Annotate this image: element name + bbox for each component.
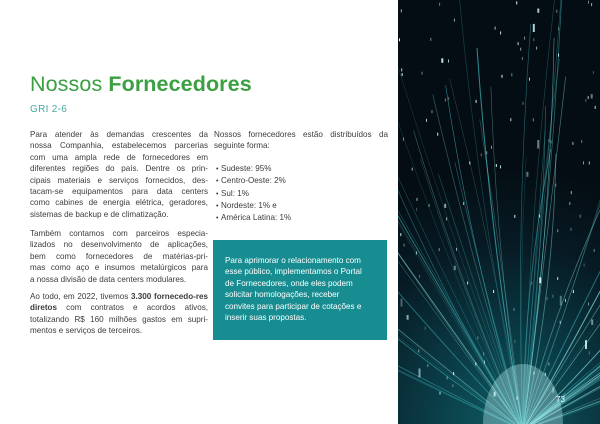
digit-glyph [454,266,456,271]
digit-glyph [476,100,477,103]
digit-glyph [441,58,443,63]
digit-glyph [516,1,517,4]
digit-glyph [537,140,539,149]
distribution-list [222,163,291,224]
digit-glyph [444,204,446,208]
text-line: a nossa divisão de data centers modulares. [30,274,187,284]
distribution-intro [214,129,388,152]
digit-glyph [588,96,589,99]
digit-glyph [484,361,485,364]
digit-glyph [581,140,582,143]
digit-glyph [491,146,492,149]
digit-glyph [493,290,494,293]
digit-glyph [560,296,562,306]
text-line: com uma ampla rede de fornecedores em [30,152,208,162]
digit-glyph [539,215,540,218]
digit-glyph [529,78,530,81]
digit-glyph [419,369,421,378]
list-item: • Nordeste: 1% e [222,200,291,212]
digit-glyph [536,47,537,50]
callout-line: Para aprimorar o relacionamento com [225,256,361,265]
text-line: lizados no desenvolvimento de aplicações, [30,240,208,250]
digit-glyph [417,198,418,201]
digit-glyph [445,99,446,102]
digit-glyph [402,73,403,76]
digit-glyph [552,295,553,298]
digit-glyph [585,99,586,102]
digit-glyph [588,1,589,4]
digit-glyph [429,204,430,207]
digit-glyph [412,168,413,171]
text-line: Nossos fornecedores estão distribuídos da [214,130,388,139]
text-line: seguinte forma: [214,141,270,151]
paragraph-partners [30,228,208,285]
page-title [30,72,252,97]
digit-glyph [426,119,427,122]
text-line: bem como fornecedores de matérias-pri- [30,251,208,261]
callout-line: inserir suas propostas. [225,313,307,323]
totals-suffix: com contratos e acordos ativos, totalizando R$ 160 milhões gastos em supri-mentos e serviços de terceiros. [30,303,208,336]
digit-glyph [418,350,419,353]
text-line: tacam-se equipamentos para data centers [30,187,208,197]
digit-glyph [511,73,512,76]
digit-glyph [556,10,557,13]
digit-glyph [591,94,593,98]
digit-glyph [404,244,405,247]
digit-glyph [403,138,404,141]
callout-line: convites para participar de cotações e [225,301,362,311]
page-number: 73 [556,395,565,404]
digit-glyph [454,19,455,22]
list-item: • Sul: 1% [222,188,291,200]
totals-prefix: Ao todo, em 2022, tivemos [30,292,132,301]
digit-glyph [557,277,558,280]
digit-glyph [496,164,497,167]
digit-glyph [547,297,548,300]
text-line: diferentes regiões do país. Dentre os prin- [30,164,208,174]
digit-glyph [522,57,523,60]
digit-glyph [558,27,559,30]
digit-glyph [589,352,590,355]
digit-glyph [400,233,401,236]
data-stream-image [398,0,600,424]
digit-glyph [558,54,559,57]
digit-glyph [452,384,453,387]
digit-glyph [502,75,503,78]
gri-code: GRI 2-6 [30,104,68,115]
digit-glyph [416,208,417,211]
digit-glyph [593,71,594,74]
digit-glyph [416,251,417,254]
digit-glyph [448,97,449,100]
light-stream [398,64,523,424]
text-line: cipais materiais e serviços fornecidos, des- [30,175,208,185]
digit-glyph [580,215,581,218]
digit-glyph [591,3,592,6]
digit-glyph [475,362,476,365]
digit-glyph [447,376,448,379]
digit-glyph [422,72,423,75]
digit-glyph [591,320,593,325]
digit-glyph [419,275,420,278]
text-line: Também contamos com parceiros especia- [30,229,208,238]
digit-glyph [569,202,570,205]
digit-glyph [583,161,584,164]
digit-glyph [557,229,558,232]
digit-glyph [463,202,464,205]
digit-glyph [533,38,534,41]
callout-line: de Fornecedores, onde eles podem [225,278,353,288]
digit-glyph [456,248,457,251]
list-item: • Centro-Oeste: 2% [222,175,291,187]
data-stream-graphic [398,0,600,424]
digit-glyph [514,340,515,343]
digit-glyph [500,31,501,34]
title-bold: Fornecedores [108,72,252,96]
paragraph-materials [30,129,208,220]
digit-glyph [571,228,572,231]
digit-glyph [589,162,590,165]
digit-glyph [495,27,496,30]
light-stream [454,0,523,424]
digit-glyph [548,139,549,142]
light-source-glow [483,364,563,424]
digit-glyph [548,363,549,366]
digit-glyph [446,217,447,220]
digit-glyph [524,37,525,40]
digit-glyph [533,24,535,32]
digit-glyph [437,133,438,136]
text-line: nossa Companhia, estabelecemos parcerias [30,141,208,151]
digit-glyph [539,277,541,283]
text-line: mas como aço e insumos metalúrgicos para [30,263,208,273]
digit-glyph [560,321,561,324]
digit-glyph [432,110,433,113]
digit-glyph [448,60,449,63]
digit-glyph [477,336,478,339]
digit-glyph [467,282,468,285]
digit-glyph [520,48,521,51]
digit-glyph [571,191,572,194]
digit-glyph [595,106,596,109]
totals-highlight: 3.300 fornecedo-res diretos [30,292,208,313]
digit-glyph [514,308,515,311]
digit-glyph [510,118,511,121]
digit-glyph [481,153,482,156]
digit-glyph [565,299,566,302]
digit-glyph [537,9,539,13]
list-item: • América Latina: 1% [222,212,291,224]
digit-glyph [584,264,585,267]
digit-glyph [430,38,431,41]
digit-glyph [483,352,484,355]
digit-glyph [427,364,428,367]
digit-glyph [500,165,501,168]
digit-glyph [401,9,402,12]
digit-glyph [439,248,440,251]
digit-glyph [440,392,441,395]
portal-callout-box [213,240,387,340]
digit-glyph [531,282,532,285]
digit-glyph [572,142,573,145]
digit-glyph [585,340,587,349]
digit-glyph [533,118,534,121]
digit-glyph [518,42,519,45]
digit-glyph [594,249,595,252]
callout-line: esse público, implementamos o Portal [225,267,362,277]
callout-line: solicitar homologações, receber [225,290,340,300]
digit-glyph [469,162,470,165]
digit-glyph [526,172,528,177]
digit-glyph [401,68,402,71]
text-line: sistemas de backup e de climatização. [30,209,169,219]
digit-glyph [551,140,552,143]
text-line: Para atender às demandas crescentes da [30,130,208,139]
digit-glyph [453,372,454,375]
light-stream [398,69,523,424]
digit-glyph [555,184,556,187]
list-item: • Sudeste: 95% [222,163,291,175]
digit-glyph [425,327,426,330]
digit-glyph [523,102,524,105]
digit-glyph [439,3,440,6]
digit-glyph [514,215,515,218]
paragraph-totals [30,291,208,337]
text-line: como cabines de energia elétrica, geradores, [30,198,208,208]
digit-glyph [486,151,487,154]
title-light: Nossos [30,72,103,96]
digit-glyph [401,299,403,307]
digit-glyph [588,303,589,306]
digit-glyph [573,290,574,293]
digit-glyph [399,38,400,41]
digit-glyph [407,315,409,320]
